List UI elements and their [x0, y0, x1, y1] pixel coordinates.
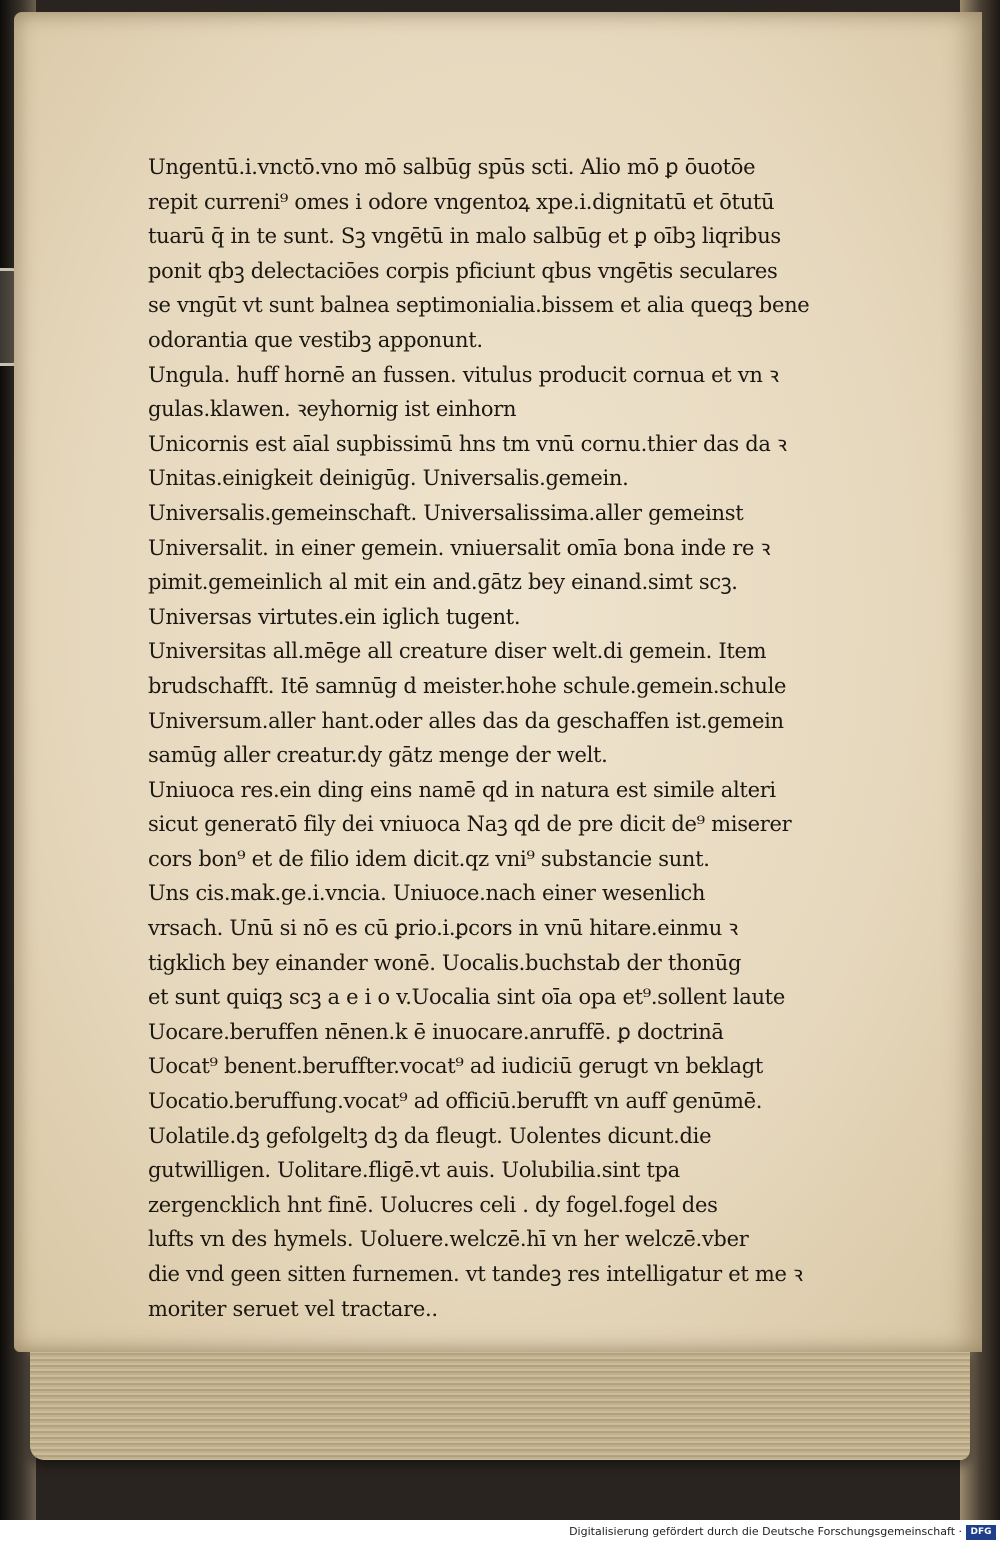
text-line: Universas virtutes.ein iglich tugent.: [148, 604, 521, 629]
funding-credit: Digitalisierung gefördert durch die Deutsche Forschungsgemeinschaft ·: [569, 1525, 962, 1538]
text-line: Ungentū.i.vnctō.vno mō salbūg spūs scti. Alio mō ꝑ ōuotōe: [148, 155, 756, 179]
text-line: gulas.klawen. ꝛeyhornig ist einhorn: [148, 397, 517, 422]
text-line: sicut generatō fily dei vniuoca Naꝫ qd de pre dicit de⁹ miserer: [148, 812, 792, 837]
text-line: cors bon⁹ et de filio idem dicit.qz vni⁹ substancie sunt.: [148, 846, 710, 871]
text-line: brudschafft. Itē samnūg d meister.hohe schule.gemein.schule: [148, 673, 787, 698]
text-line: ponit qbꝫ delectaciōes corpis pficiunt qbus vngētis seculares: [148, 258, 778, 283]
text-line: Uocatio.beruffung.vocat⁹ ad officiū.berufft vn auff genūmē.: [148, 1089, 763, 1114]
text-line: vrsach. Unū si nō es cū ꝑrio.i.ꝑcors in vnū hitare.einmu ꝛ: [148, 916, 738, 941]
text-line: zergencklich hnt finē. Uolucres celi . dy fogel.fogel des: [148, 1192, 718, 1217]
text-line: gutwilligen. Uolitare.fligē.vt auis. Uolubilia.sint tpa: [148, 1158, 680, 1183]
text-line: Uns cis.mak.ge.i.vncia. Uniuoce.nach einer wesenlich: [148, 881, 706, 906]
text-line: tuarū q̄ in te sunt. Sꝫ vngētū in malo salbūg et ꝑ oībꝫ liqribus: [148, 224, 781, 249]
text-line: Universum.aller hant.oder alles das da geschaffen ist.gemein: [148, 708, 784, 733]
dfg-logo: DFG: [966, 1525, 996, 1540]
text-line: odorantia que vestibꝫ apponunt.: [148, 327, 483, 352]
page-text-block: [148, 150, 860, 1326]
text-line: repit curreni⁹ omes i odore vngentoꝝ xpe.i.dignitatū et ōtutū: [148, 189, 775, 214]
text-line: samūg aller creatur.dy gātz menge der welt.: [148, 743, 608, 768]
text-line: Unicornis est aīal supbissimū hns tm vnū cornu.thier das da ꝛ: [148, 431, 787, 456]
text-line: Unitas.einigkeit deinigūg. Universalis.gemein.: [148, 466, 629, 491]
text-line: Ungula. huff hornē an fussen. vitulus producit cornua et vn ꝛ: [148, 362, 779, 387]
text-line: Uniuoca res.ein ding eins namē qd in natura est simile alteri: [148, 777, 776, 802]
text-line: Uocat⁹ benent.beruffter.vocat⁹ ad iudiciū gerugt vn beklagt: [148, 1054, 763, 1079]
text-line: se vngūt vt sunt balnea septimonialia.bissem et alia queqꝫ bene: [148, 293, 810, 318]
book-block-edge: [30, 1350, 970, 1460]
text-line: Uocare.beruffen nēnen.k ē inuocare.anruffē. ꝑ doctrinā: [148, 1019, 724, 1044]
text-line: Universalis.gemeinschaft. Universalissima.aller gemeinst: [148, 500, 744, 525]
text-line: pimit.gemeinlich al mit ein and.gātz bey einand.simt scꝫ.: [148, 570, 738, 595]
text-line: Uolatile.dꝫ gefolgeltꝫ dꝫ da fleugt. Uolentes dicunt.die: [148, 1123, 712, 1148]
text-line: et sunt quiqꝫ scꝫ a e i o v.Uocalia sint oīa opa et⁹.sollent laute: [148, 985, 785, 1010]
text-line: moriter seruet vel tractare..: [148, 1296, 438, 1321]
text-line: die vnd geen sitten furnemen. vt tandeꝫ res intelligatur et me ꝛ: [148, 1262, 803, 1286]
text-line: Universitas all.mēge all creature diser welt.di gemein. Item: [148, 639, 767, 664]
text-line: tigklich bey einander wonē. Uocalis.buchstab der thonūg: [148, 950, 742, 975]
text-line: Universalit. in einer gemein. vniuersalit omīa bona inde re ꝛ: [148, 535, 771, 560]
text-line: lufts vn des hymels. Uoluere.welczē.hī vn her welczē.vber: [148, 1227, 749, 1252]
